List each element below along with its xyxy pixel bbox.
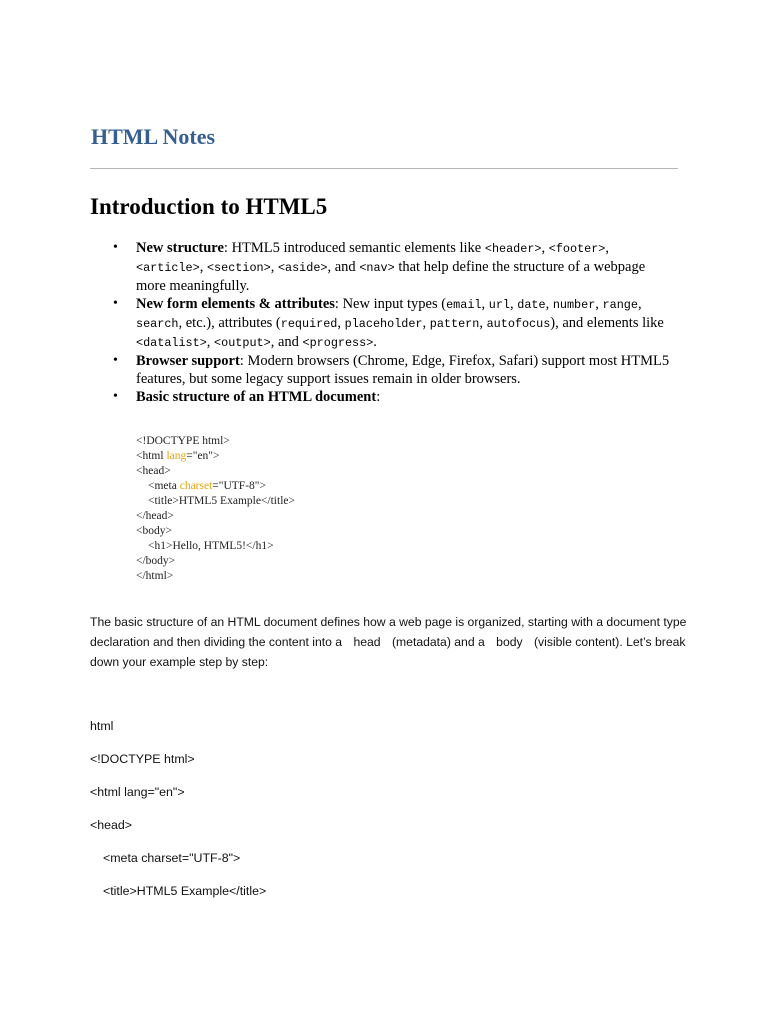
feature-list [108,239,678,406]
list-item-browser-support [108,352,678,388]
code-snippet: email [446,298,482,312]
bullet-text: , and [270,334,303,350]
explanation-paragraph [90,612,690,672]
bullet-text: , [422,315,430,331]
code-snippet: range [602,298,638,312]
code-line: <!DOCTYPE html> [136,435,230,447]
bullet-text: , [199,259,207,275]
bullet-text: , [481,296,489,312]
bullet-text: : HTML5 introduced semantic elements like [223,240,485,256]
bullet-label: New structure [136,240,224,256]
paragraph-keyword: body [496,635,523,649]
bullet-text: , [337,315,345,331]
list-item-basic-structure [108,388,678,406]
bullet-text: , [605,240,610,256]
code-line [136,449,295,464]
plain-code-line: <meta charset="UTF-8"> [103,851,241,865]
paragraph-keyword: head [353,635,381,649]
bullet-text: , etc.), attributes ( [178,315,281,331]
bullet-text: that help define the structure of a webpage more meaningfully. [136,259,646,294]
code-attribute: lang [166,450,187,462]
code-token: ="en"> [186,450,220,462]
section-heading: Introduction to HTML5 [90,194,328,219]
code-line: </html> [136,570,174,582]
code-snippet: <progress> [302,336,374,350]
code-line: <body> [136,525,172,537]
bullet-text: : New input types ( [334,296,447,312]
bullet-text: , [270,259,278,275]
bullet-icon: • [113,389,118,404]
code-line [136,479,295,494]
bullet-text: , [541,240,549,256]
paragraph-text: The basic structure of an HTML document defines how a web page is organized, starting with a document type declaration and then dividing the content into a [90,615,687,649]
list-item-new-structure [108,239,678,295]
code-snippet: autofocus [486,317,551,331]
code-snippet: <output> [214,336,271,350]
code-token: ="UTF-8"> [212,480,266,492]
bullet-text: ), and elements like [550,315,664,331]
code-snippet: <footer> [548,242,606,256]
code-snippet: <section> [206,261,271,275]
bullet-label: New form elements & attributes [136,296,335,312]
code-snippet: search [136,317,179,331]
code-snippet: <article> [136,261,200,275]
title-divider [90,168,678,169]
plain-code-line: <!DOCTYPE html> [90,752,195,766]
bullet-icon: • [113,296,118,311]
code-line: </head> [136,510,174,522]
document-title: HTML Notes [91,124,216,149]
code-snippet: pattern [429,317,480,331]
bullet-text: : [376,389,381,405]
code-example [136,434,295,584]
code-snippet: placeholder [344,317,423,331]
plain-code-line: <head> [90,818,133,832]
bullet-text: , and [327,259,360,275]
code-line: <h1>Hello, HTML5!</h1> [148,540,274,552]
bullet-text: , [595,296,603,312]
bullet-icon: • [113,353,118,368]
bullet-text: , [545,296,553,312]
paragraph-text: (visible content). Let’s break down your example step by step: [90,635,686,669]
code-token: <meta [148,480,180,492]
bullet-icon: • [113,240,118,255]
code-snippet: <datalist> [136,336,207,350]
bullet-text: , [206,334,215,350]
code-snippet: <aside> [277,261,328,275]
code-line: <head> [136,465,171,477]
code-snippet: date [517,298,546,312]
code-snippet: number [552,298,596,312]
code-snippet: <header> [484,242,542,256]
plain-code-line: <html lang="en"> [90,785,185,799]
code-snippet: required [280,317,338,331]
code-attribute: charset [179,480,213,492]
bullet-label: Basic structure of an HTML document [136,389,377,405]
code-snippet: url [488,298,510,312]
bullet-label: Browser support [136,353,240,369]
plain-code-line: <title>HTML5 Example</title> [103,884,267,898]
bullet-text: , [637,296,642,312]
bullet-text: : Modern browsers (Chrome, Edge, Firefox, Safari) support most HTML5 features, but some legacy support issues remain in older browsers. [136,353,670,387]
code-language-label: html [90,719,114,733]
paragraph-text: (metadata) and a [388,635,489,649]
bullet-text: , [479,315,487,331]
list-item-form-elements [108,295,678,352]
code-line: <title>HTML5 Example</title> [148,495,295,507]
code-line: </body> [136,555,176,567]
bullet-text: , [509,296,518,312]
code-snippet: <nav> [359,261,395,275]
code-token: <html [136,450,167,462]
bullet-text: . [373,334,377,350]
